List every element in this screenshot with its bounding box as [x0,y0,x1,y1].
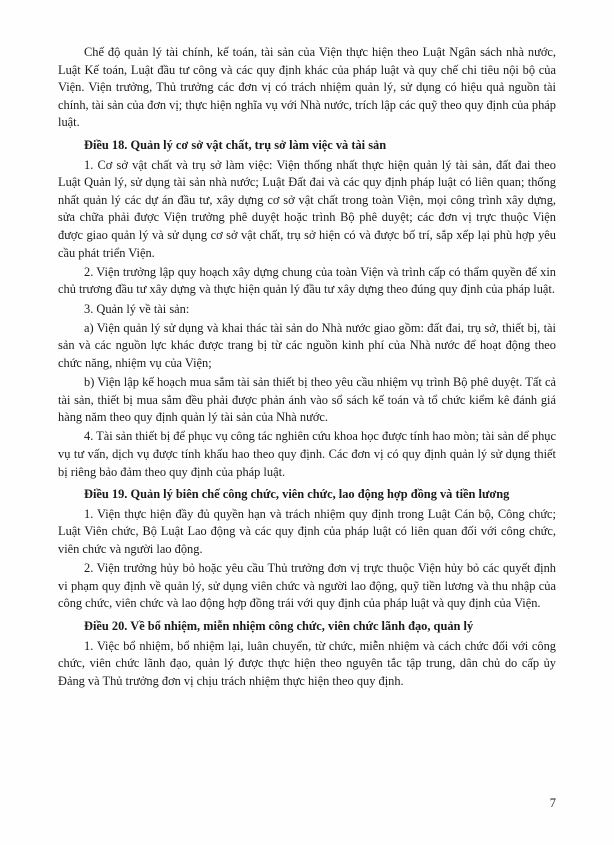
body-paragraph: 1. Việc bổ nhiệm, bổ nhiệm lại, luân chuyển, từ chức, miễn nhiệm và cách chức đối với công chức, viên chức lãnh đạo, quản lý được thực hiện theo nguyên tắc tập trung, dân chủ do cấp ủy Đảng và Thủ trưởng đơn vị chịu trách nhiệm thực hiện theo quy định. [58,638,556,688]
section-heading: Điều 18. Quản lý cơ sở vật chất, trụ sở làm việc và tài sản [84,138,387,153]
body-paragraph: Chế độ quản lý tài chính, kế toán, tài sản của Viện thực hiện theo Luật Ngân sách nhà nước, Luật Kế toán, Luật đầu tư công và các quy định khác của pháp luật và quy chế chi tiêu nội bộ của Viện. Viện trưởng, Thủ trưởng các đơn vị có trách nhiệm quản lý, sử dụng có hiệu quả nguồn tài chính, tài sản của đơn vị; thực hiện nghĩa vụ với Nhà nước, trích lập các quỹ theo quy định của pháp luật. [58,45,556,130]
body-paragraph: a) Viện quản lý sử dụng và khai thác tài sản do Nhà nước giao gồm: đất đai, trụ sở, thiết bị, tài sản và các nguồn lực khác được trang bị từ các nguồn kinh phí của Nhà nước để hoạt động theo chức năng, nhiệm vụ của Viện; [58,320,556,370]
body-paragraph: 3. Quản lý về tài sản: [84,301,190,316]
section-heading: Điều 20. Về bổ nhiệm, miễn nhiệm công chức, viên chức lãnh đạo, quản lý [84,618,474,633]
section-heading: Điều 19. Quản lý biên chế công chức, viên chức, lao động hợp đồng và tiền lương [84,487,510,502]
page-number: 7 [549,796,556,810]
body-paragraph: 4. Tài sản thiết bị để phục vụ công tác nghiên cứu khoa học được tính hao mòn; tài sản dể phục vụ tư vấn, dịch vụ được tính khấu hao theo quy định. Các đơn vị có quy định quản lý sử dụng thiết bị riêng bảo đảm theo quy định của pháp luật. [58,429,556,479]
document-body [58,44,556,690]
body-paragraph: 2. Viện trưởng hủy bỏ hoặc yêu cầu Thủ trưởng đơn vị trực thuộc Viện hủy bỏ các quyết định vi phạm quy định về quản lý, sử dụng viên chức và người lao động, quỹ tiền lương và thu nhập của công chức, viên chức và lao động hợp đồng trái với quy định của pháp luật và quy định của Viện. [58,561,556,611]
body-paragraph: 1. Cơ sở vật chất và trụ sở làm việc: Viện thống nhất thực hiện quản lý tài sản, đất đai theo Luật Quản lý, sử dụng tài sản nhà nước; Luật Đất đai và các quy định pháp luật có liên quan; thống nhất quản lý các dự án đầu tư, xây dựng cơ sở vật chất trong toàn Viện, mọi công trình xây dựng, sửa chữa phải được Viện trưởng phê duyệt hoặc trình Bộ phê duyệt; các đơn vị trực thuộc Viện được giao quản lý và sử dụng cơ sở vật chất, trụ sở hiện có và được bố trí, sắp xếp lại phù hợp yêu cầu phát triển Viện. [58,157,556,260]
body-paragraph: 1. Viện thực hiện đầy đủ quyền hạn và trách nhiệm quy định trong Luật Cán bộ, Công chức; Luật Viên chức, Bộ Luật Lao động và các quy định của pháp luật có liên quan đối với công chức, viên chức và người lao động. [58,506,556,556]
body-paragraph: 2. Viện trưởng lập quy hoạch xây dựng chung của toàn Viện và trình cấp có thẩm quyền để xin chủ trương đầu tư xây dựng và thực hiện quản lý đầu tư xây dựng theo đúng quy định của pháp luật. [58,264,556,297]
body-paragraph: b) Viện lập kế hoạch mua sắm tài sản thiết bị theo yêu cầu nhiệm vụ trình Bộ phê duyệt. Tất cả tài sản, thiết bị mua sắm đều phải được phản ánh vào sổ sách kế toán và tổ chức kiểm kê đánh giá hàng năm theo quy định quản lý tài sản của Nhà nước. [58,374,556,425]
